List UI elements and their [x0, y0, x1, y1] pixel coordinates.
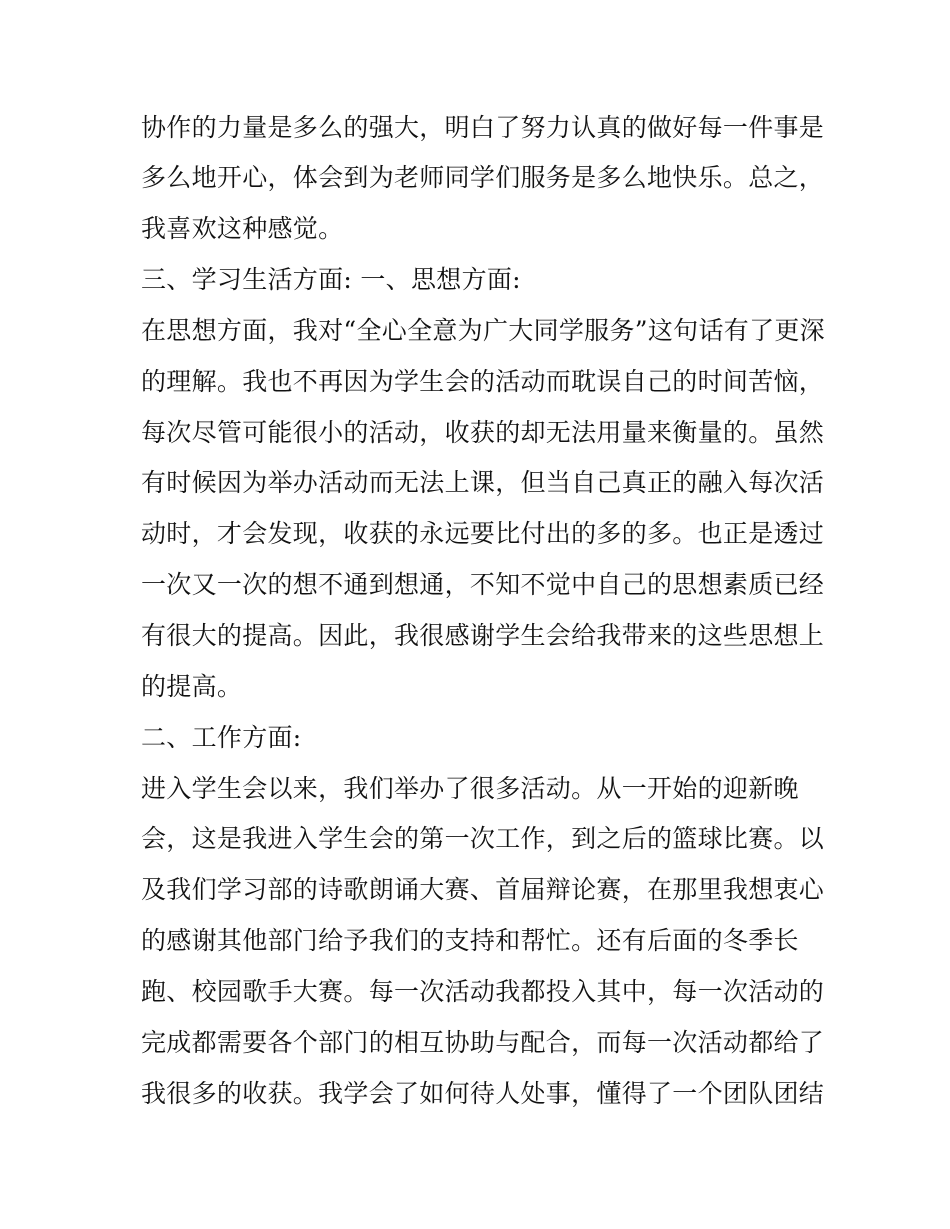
- section-heading: 三、学习生活方面: 一、思想方面:: [141, 265, 521, 294]
- text-line: 有很大的提高。因此，我很感谢学生会给我带来的这些思想上: [141, 621, 825, 650]
- text-line: 我喜欢这种感觉。: [141, 214, 344, 243]
- text-line: 动时，才会发现，收获的永远要比付出的多的多。也正是透过: [141, 519, 825, 548]
- text-line: 协作的力量是多么的强大，明白了努力认真的做好每一件事是: [141, 113, 825, 142]
- text-line: 的提高。: [141, 672, 243, 701]
- text-line: 在思想方面，我对“全心全意为广大同学服务”这句话有了更深: [141, 316, 825, 345]
- text-line: 完成都需要各个部门的相互协助与配合，而每一次活动都给了: [141, 1028, 825, 1057]
- text-line: 我很多的收获。我学会了如何待人处事，懂得了一个团队团结: [141, 1079, 825, 1108]
- text-line: 每次尽管可能很小的活动，收获的却无法用量来衡量的。虽然: [141, 418, 825, 447]
- text-line: 的理解。我也不再因为学生会的活动而耽误自己的时间苦恼，: [141, 367, 825, 396]
- text-line: 多么地开心，体会到为老师同学们服务是多么地快乐。总之，: [141, 163, 825, 192]
- text-line: 有时候因为举办活动而无法上课，但当自己真正的融入每次活: [141, 468, 825, 497]
- section-heading: 二、工作方面:: [141, 723, 302, 752]
- text-line: 会，这是我进入学生会的第一次工作，到之后的篮球比赛。以: [141, 824, 825, 853]
- text-line: 进入学生会以来，我们举办了很多活动。从一开始的迎新晚: [141, 774, 799, 803]
- text-line: 跑、校园歌手大赛。每一次活动我都投入其中，每一次活动的: [141, 977, 825, 1006]
- text-line: 及我们学习部的诗歌朗诵大赛、首届辩论赛，在那里我想衷心: [141, 875, 825, 904]
- text-line: 的感谢其他部门给予我们的支持和帮忙。还有后面的冬季长: [141, 926, 799, 955]
- text-line: 一次又一次的想不通到想通，不知不觉中自己的思想素质已经: [141, 570, 825, 599]
